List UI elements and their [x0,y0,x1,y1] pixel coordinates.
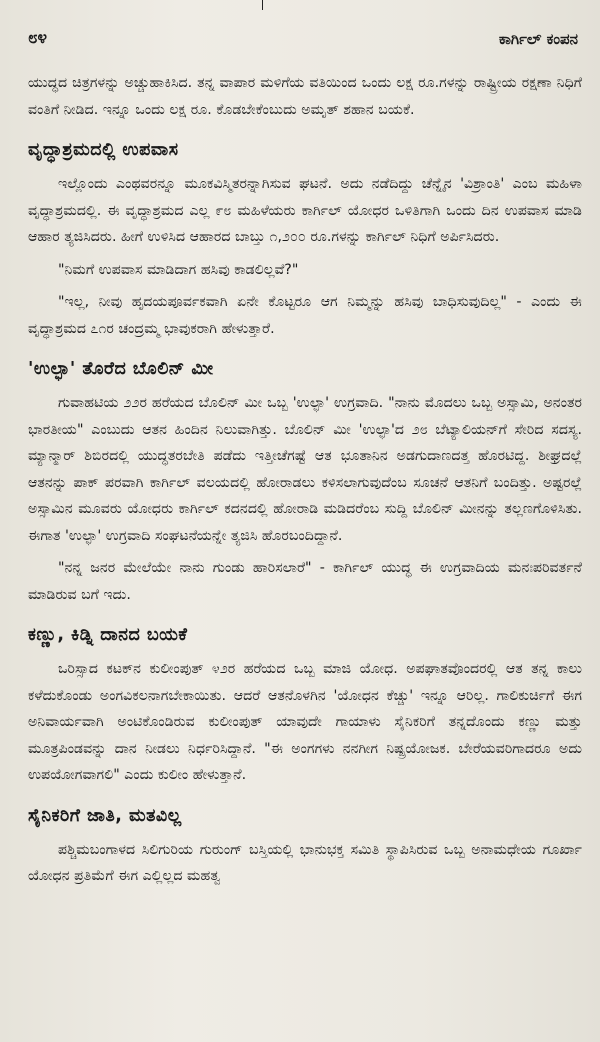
fasting-answer: "ಇಲ್ಲ, ನೀವು ಹೃದಯಪೂರ್ವಕವಾಗಿ ಏನೇ ಕೊಟ್ಟರೂ ಆಗ ನಿಮ್ಮನ್ನು ಹಸಿವು ಬಾಧಿಸುವುದಿಲ್ಲ" - ಎಂದು ಈ ವೃದ್ಧಾಶ್ರಮದ ೭೧ರ ಚಂದ್ರಮ್ಮ ಭಾವುಕರಾಗಿ ಹೇಳುತ್ತಾರೆ. [28,294,582,337]
section-heading-ulfa: 'ಉಲ್ಫಾ' ತೊರೆದ ಬೊಲಿನ್ ಮೀ [28,359,214,379]
fasting-paragraph-1: ಇಲ್ಲೊಂದು ಎಂಥವರನ್ನೂ ಮೂಕವಿಸ್ಮಿತರನ್ನಾಗಿಸುವ ಘಟನೆ. ಅದು ನಡೆದಿದ್ದು ಚೆನ್ನೈನ 'ವಿಶ್ರಾಂತಿ' ಎಂಬ ಮಹಿಳಾ ವೃದ್ಧಾಶ್ರಮದಲ್ಲಿ. ಈ ವೃದ್ಧಾಶ್ರಮದ ಎಲ್ಲ ೯೮ ಮಹಿಳೆಯರು ಕಾರ್ಗಿಲ್ ಯೋಧರ ಒಳಿತಿಗಾಗಿ ಒಂದು ದಿನ ಉಪವಾಸ ಮಾಡಿ ಆಹಾರ ತ್ಯಜಿಸಿದರು. ಹೀಗೆ ಉಳಿಸಿದ ಆಹಾರದ ಬಾಬ್ತು ೧,೨೦೦ ರೂ.ಗಳನ್ನು ಕಾರ್ಗಿಲ್ ನಿಧಿಗೆ ಅರ್ಪಿಸಿದರು. [28,176,582,245]
page-header [28,18,582,48]
ulfa-quote: "ನನ್ನ ಜನರ ಮೇಲೆಯೇ ನಾನು ಗುಂಡು ಹಾರಿಸಲಾರೆ" - ಕಾರ್ಗಿಲ್ ಯುದ್ಧ ಈ ಉಗ್ರವಾದಿಯ ಮನಃಪರಿವರ್ತನೆ ಮಾಡಿರುವ ಬಗೆ ಇದು. [28,560,582,603]
donation-paragraph: ಒರಿಸ್ಸಾದ ಕಟಕ್‌ನ ಕುಲೀಂಪುತ್ ೪೨ರ ಹರೆಯದ ಒಬ್ಬ ಮಾಜಿ ಯೋಧ. ಅಪಘಾತವೊಂದರಲ್ಲಿ ಆತ ತನ್ನ ಕಾಲು ಕಳೆದುಕೊಂಡು ಅಂಗವಿಕಲನಾಗಬೇಕಾಯಿತು. ಆದರೆ ಆತನೊಳಗಿನ 'ಯೋಧನ ಕೆಚ್ಚು' ಇನ್ನೂ ಆರಿಲ್ಲ. ಗಾಲಿಕುರ್ಚಿಗೆ ಈಗ ಅನಿವಾರ್ಯವಾಗಿ ಅಂಟಿಕೊಂಡಿರುವ ಕುಲೀಂಪುತ್ ಯಾವುದೇ ಗಾಯಾಳು ಸೈನಿಕರಿಗೆ ತನ್ನದೊಂದು ಕಣ್ಣು ಮತ್ತು ಮೂತ್ರಪಿಂಡವನ್ನು ದಾನ ನೀಡಲು ನಿರ್ಧರಿಸಿದ್ದಾನೆ. "ಈ ಅಂಗಗಳು ನನಗೀಗ ನಿಷ್ಪ್ರಯೋಜಕ. ಬೇರೆಯವರಿಗಾದರೂ ಅದು ಉಪಯೋಗವಾಗಲಿ" ಎಂದು ಕುಲೀಂ ಹೇಳುತ್ತಾನೆ. [28,661,582,783]
fasting-question: "ನಿಮಗೆ ಉಪವಾಸ ಮಾಡಿದಾಗ ಹಸಿವು ಕಾಡಲಿಲ್ಲವೆ?" [58,261,299,278]
page-number: ೮೪ [28,28,48,48]
header-tick-mark [262,0,263,10]
running-title: ಕಾರ್ಗಿಲ್ ಕಂಪನ [498,30,578,48]
section-heading-donation: ಕಣ್ಣು, ಕಿಡ್ನಿ ದಾನದ ಬಯಕೆ [28,625,188,645]
section-heading-caste: ಸೈನಿಕರಿಗೆ ಜಾತಿ, ಮತವಿಲ್ಲ [28,805,182,826]
ulfa-paragraph-1: ಗುವಾಹಟಿಯ ೨೨ರ ಹರೆಯದ ಬೊಲಿನ್ ಮೀ ಒಬ್ಬ 'ಉಲ್ಫಾ' ಉಗ್ರವಾದಿ. "ನಾನು ಮೊದಲು ಒಬ್ಬ ಅಸ್ಸಾಮಿ, ಅನಂತರ ಭಾರತೀಯ" ಎಂಬುದು ಆತನ ಹಿಂದಿನ ನಿಲುವಾಗಿತ್ತು. ಬೊಲಿನ್ ಮೀ 'ಉಲ್ಫಾ'ದ ೨೮ ಬೆಟ್ಯಾಲಿಯನ್‌ಗೆ ಸೇರಿದ ಸದಸ್ಯ. ಮ್ಯಾನ್ಮಾರ್ ಶಿಬಿರದಲ್ಲಿ ಯುದ್ಧತರಬೇತಿ ಪಡೆದು ಇತ್ತೀಚೆಗಷ್ಟೆ ಆತ ಭೂತಾನಿನ ಅಡಗುದಾಣದತ್ತ ಹೊರಟಿದ್ದ. ಶೀಘ್ರದಲ್ಲೆ ಆತನನ್ನು ಪಾಕ್ ಪರವಾಗಿ ಕಾರ್ಗಿಲ್ ವಲಯದಲ್ಲಿ ಹೋರಾಡಲು ಕಳಿಸಲಾಗುವುದೆಂಬ ಸೂಚನೆ ಆತನಿಗೆ ಬಂದಿತ್ತು. ಅಷ್ಟರಲ್ಲೆ ಅಸ್ಸಾಮಿನ ಮೂವರು ಯೋಧರು ಕಾರ್ಗಿಲ್ ಕದನದಲ್ಲಿ ಹೋರಾಡಿ ಮಡಿದರೆಂಬ ಸುದ್ದಿ ಬೊಲಿನ್ ಮೀನನ್ನು ತಲ್ಲಣಗೊಳಿಸಿತು. ಈಗಾತ 'ಉಲ್ಫಾ' ಉಗ್ರವಾದಿ ಸಂಘಟನೆಯನ್ನೇ ತ್ಯಜಿಸಿ ಹೊರಬಂದಿದ್ದಾನೆ. [28,395,582,544]
intro-paragraph: ಯುದ್ಧದ ಚಿತ್ರಗಳನ್ನು ಅಚ್ಚುಹಾಕಿಸಿದ. ತನ್ನ ವಾಪಾರ ಮಳಿಗೆಯ ವತಿಯಿಂದ ಒಂದು ಲಕ್ಷ ರೂ.ಗಳನ್ನು ರಾಷ್ಟ್ರೀಯ ರಕ್ಷಣಾ ನಿಧಿಗೆ ವಂತಿಗೆ ನೀಡಿದ. ಇನ್ನೂ ಒಂದು ಲಕ್ಷ ರೂ. ಕೊಡಬೇಕೆಂಬುದು ಅಮೃತ್ ಶಹಾನ ಬಯಕೆ. [28,75,582,118]
caste-paragraph: ಪಶ್ಚಿಮಬಂಗಾಳದ ಸಿಲಿಗುರಿಯ ಗುರುಂಗ್ ಬಸ್ತಿಯಲ್ಲಿ ಭಾನುಭಕ್ತ ಸಮಿತಿ ಸ್ಥಾಪಿಸಿರುವ ಒಬ್ಬ ಅನಾಮಧೇಯ ಗೂರ್ಖಾ ಯೋಧನ ಪ್ರತಿಮೆಗೆ ಈಗ ಎಲ್ಲಿಲ್ಲದ ಮಹತ್ವ [28,841,582,884]
section-heading-fasting: ವೃದ್ಧಾಶ್ರಮದಲ್ಲಿ ಉಪವಾಸ [28,140,179,160]
